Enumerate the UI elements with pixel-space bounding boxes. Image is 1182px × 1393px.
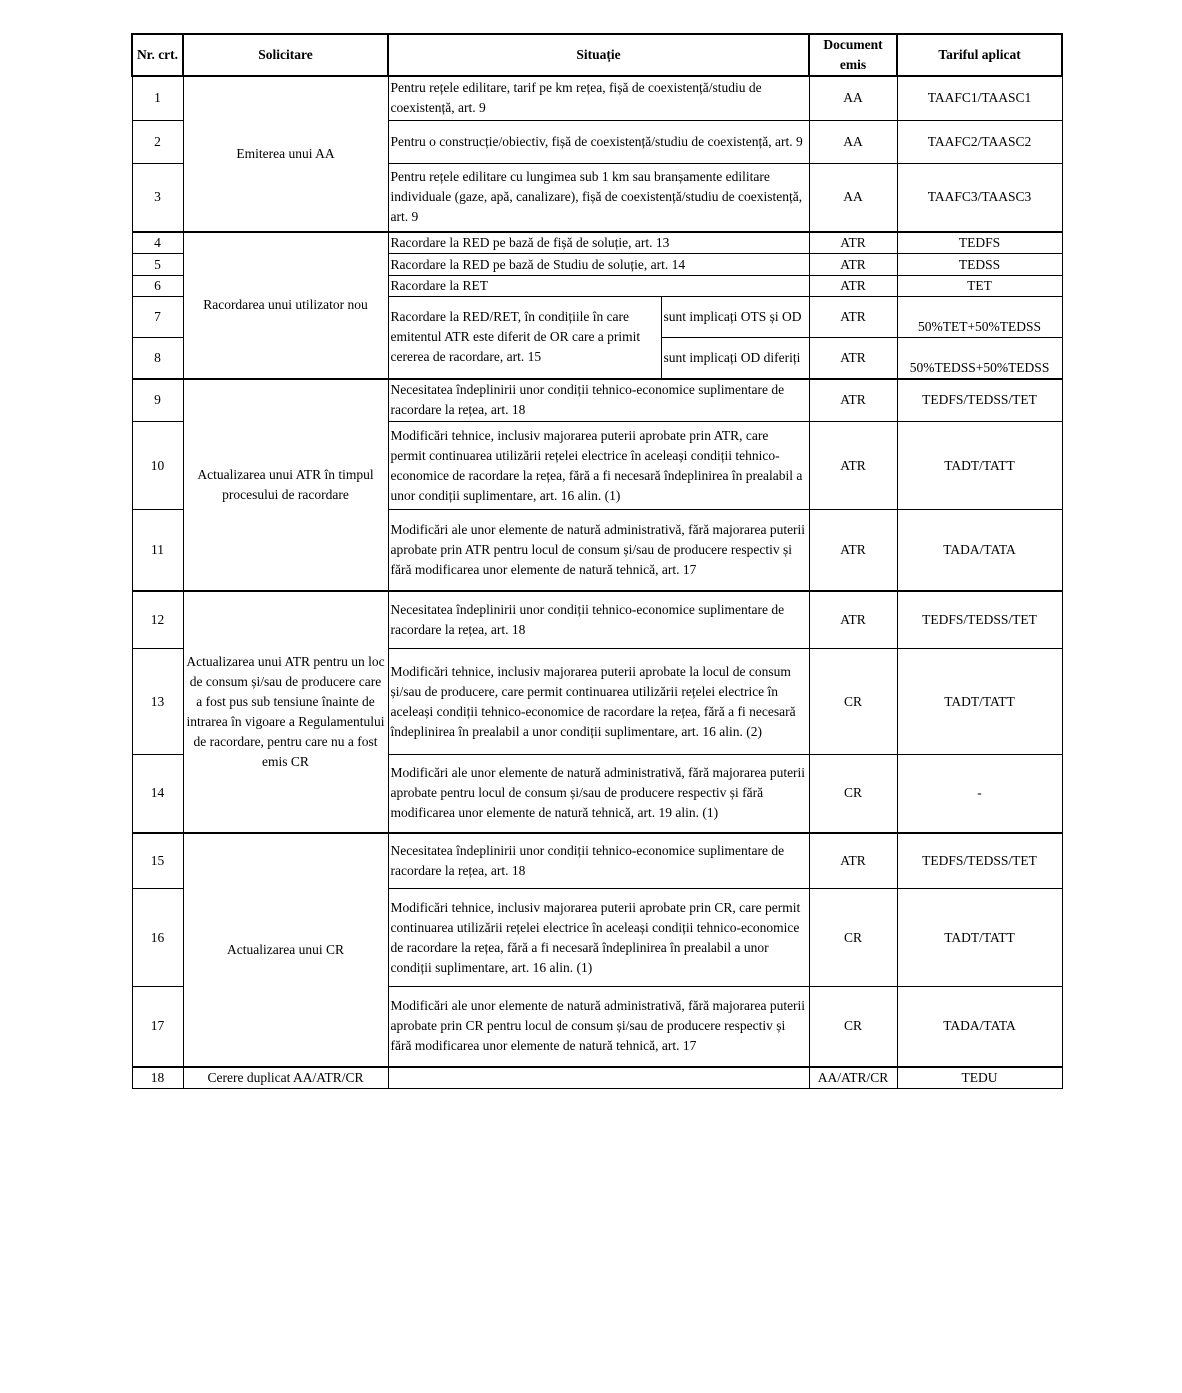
- row-tarif: TEDFS/TEDSS/TET: [897, 379, 1062, 422]
- row-nr: 18: [132, 1067, 183, 1089]
- row-tarif: -: [897, 755, 1062, 833]
- row-tarif: TEDFS/TEDSS/TET: [897, 833, 1062, 889]
- row-nr: 10: [132, 422, 183, 510]
- row-tarif: TADT/TATT: [897, 422, 1062, 510]
- row-document: CR: [809, 755, 897, 833]
- row-nr: 15: [132, 833, 183, 889]
- row-situatie: Modificări ale unor elemente de natură administrativă, fără majorarea puterii aprobate prin CR pentru locul de consum și/sau de producere respectiv și fără modificarea unor elemente de natură tehnică, art. 17: [388, 987, 809, 1067]
- row-nr: 13: [132, 649, 183, 755]
- table-row: [132, 232, 1062, 254]
- row-situatie: Necesitatea îndeplinirii unor condiții tehnico-economice suplimentare de racordare la rețea, art. 18: [388, 591, 809, 649]
- row-document: ATR: [809, 591, 897, 649]
- row-nr: 4: [132, 232, 183, 254]
- row-nr: 12: [132, 591, 183, 649]
- row-tarif: TADT/TATT: [897, 649, 1062, 755]
- row-document: AA: [809, 163, 897, 232]
- table-row: [132, 76, 1062, 120]
- row-situatie: Modificări tehnice, inclusiv majorarea puterii aprobate prin CR, care permit continuarea utilizării rețelei electrice în aceleași condiții tehnico-economice de racordare la rețea, fără a fi necesară îndeplinirea în prealabil a unor condiții suplimentare, art. 16 alin. (1): [388, 889, 809, 987]
- group-cr-update-label: Actualizarea unui CR: [183, 833, 388, 1067]
- row-situatie: sunt implicați OD diferiți: [661, 338, 809, 379]
- row-tarif: TADA/TATA: [897, 987, 1062, 1067]
- row-nr: 3: [132, 163, 183, 232]
- table-row: [132, 833, 1062, 889]
- row-solicitare: Cerere duplicat AA/ATR/CR: [183, 1067, 388, 1089]
- table-row: [132, 1067, 1062, 1089]
- row-document: ATR: [809, 379, 897, 422]
- row-situatie: [388, 1067, 809, 1089]
- row-document: ATR: [809, 297, 897, 338]
- row-document: CR: [809, 889, 897, 987]
- row-document: CR: [809, 987, 897, 1067]
- header-solicitare: Solicitare: [183, 34, 388, 76]
- group-atr-update-label: Actualizarea unui ATR în timpul procesului de racordare: [183, 379, 388, 591]
- row-nr: 6: [132, 276, 183, 297]
- table-row: [132, 591, 1062, 649]
- row-tarif: 50%TET+50%TEDSS: [897, 297, 1062, 338]
- row-document: AA: [809, 120, 897, 163]
- shared-situatie: Racordare la RED/RET, în condițiile în care emitentul ATR este diferit de OR care a primit cererea de racordare, art. 15: [388, 297, 661, 379]
- row-document: ATR: [809, 422, 897, 510]
- row-nr: 17: [132, 987, 183, 1067]
- row-situatie: Racordare la RED pe bază de Studiu de soluție, art. 14: [388, 254, 809, 276]
- row-situatie: sunt implicați OTS și OD: [661, 297, 809, 338]
- row-document: ATR: [809, 338, 897, 379]
- row-nr: 16: [132, 889, 183, 987]
- row-tarif: TET: [897, 276, 1062, 297]
- row-document: ATR: [809, 232, 897, 254]
- row-tarif: TEDFS/TEDSS/TET: [897, 591, 1062, 649]
- row-situatie: Pentru rețele edilitare, tarif pe km rețea, fișă de coexistență/studiu de coexistență, art. 9: [388, 76, 809, 120]
- header-tarif: Tariful aplicat: [897, 34, 1062, 76]
- row-document: ATR: [809, 833, 897, 889]
- group-aa-label: Emiterea unui AA: [183, 76, 388, 232]
- row-situatie: Modificări tehnice, inclusiv majorarea puterii aprobate la locul de consum și/sau de producere, care permit continuarea utilizării rețelei electrice în aceleași condiții tehnico-economice de racordare la rețea, fără a fi necesară îndeplinirea în prealabil a unor condiții suplimentare, art. 16 alin. (2): [388, 649, 809, 755]
- row-nr: 8: [132, 338, 183, 379]
- row-document: CR: [809, 649, 897, 755]
- row-nr: 7: [132, 297, 183, 338]
- row-document: ATR: [809, 276, 897, 297]
- header-document: Document emis: [809, 34, 897, 76]
- row-tarif: TADT/TATT: [897, 889, 1062, 987]
- row-situatie: Modificări ale unor elemente de natură administrativă, fără majorarea puterii aprobate pentru locul de consum și/sau de producere respectiv și fără modificarea unor elemente de natură tehnică, art. 19 alin. (1): [388, 755, 809, 833]
- row-tarif: TEDFS: [897, 232, 1062, 254]
- row-document: AA: [809, 76, 897, 120]
- row-tarif: TAAFC3/TAASC3: [897, 163, 1062, 232]
- row-nr: 2: [132, 120, 183, 163]
- row-tarif: TAAFC2/TAASC2: [897, 120, 1062, 163]
- row-nr: 1: [132, 76, 183, 120]
- row-document: AA/ATR/CR: [809, 1067, 897, 1089]
- row-tarif: TAAFC1/TAASC1: [897, 76, 1062, 120]
- tariff-table: [131, 33, 1063, 1089]
- row-tarif: 50%TEDSS+50%TEDSS: [897, 338, 1062, 379]
- row-situatie: Necesitatea îndeplinirii unor condiții tehnico-economice suplimentare de racordare la rețea, art. 18: [388, 379, 809, 422]
- header-nr: Nr. crt.: [132, 34, 183, 76]
- row-nr: 14: [132, 755, 183, 833]
- row-tarif: TEDU: [897, 1067, 1062, 1089]
- row-situatie: Pentru rețele edilitare cu lungimea sub 1 km sau branșamente edilitare individuale (gaze, apă, canalizare), fișă de coexistență/studiu de coexistență, art. 9: [388, 163, 809, 232]
- row-situatie: Modificări tehnice, inclusiv majorarea puterii aprobate prin ATR, care permit continuarea utilizării rețelei electrice în aceleași condiții tehnico-economice de racordare la rețea, fără a fi necesară îndeplinirea în prealabil a unor condiții suplimentare, art. 16 alin. (1): [388, 422, 809, 510]
- row-situatie: Racordare la RED pe bază de fișă de soluție, art. 13: [388, 232, 809, 254]
- group-racordare-label: Racordarea unui utilizator nou: [183, 232, 388, 379]
- row-situatie: Pentru o construcție/obiectiv, fișă de coexistență/studiu de coexistență, art. 9: [388, 120, 809, 163]
- group-atr-prior-label: Actualizarea unui ATR pentru un loc de consum și/sau de producere care a fost pus sub tensiune înainte de intrarea în vigoare a Regulamentului de racordare, pentru care nu a fost emis CR: [183, 591, 388, 833]
- row-nr: 5: [132, 254, 183, 276]
- row-document: ATR: [809, 510, 897, 591]
- row-document: ATR: [809, 254, 897, 276]
- row-situatie: Necesitatea îndeplinirii unor condiții tehnico-economice suplimentare de racordare la rețea, art. 18: [388, 833, 809, 889]
- row-nr: 9: [132, 379, 183, 422]
- table-row: [132, 379, 1062, 422]
- row-nr: 11: [132, 510, 183, 591]
- row-situatie: Modificări ale unor elemente de natură administrativă, fără majorarea puterii aprobate prin ATR pentru locul de consum și/sau de producere respectiv și fără modificarea unor elemente de natură tehnică, art. 17: [388, 510, 809, 591]
- row-tarif: TADA/TATA: [897, 510, 1062, 591]
- header-situatie: Situație: [388, 34, 809, 76]
- row-tarif: TEDSS: [897, 254, 1062, 276]
- row-situatie: Racordare la RET: [388, 276, 809, 297]
